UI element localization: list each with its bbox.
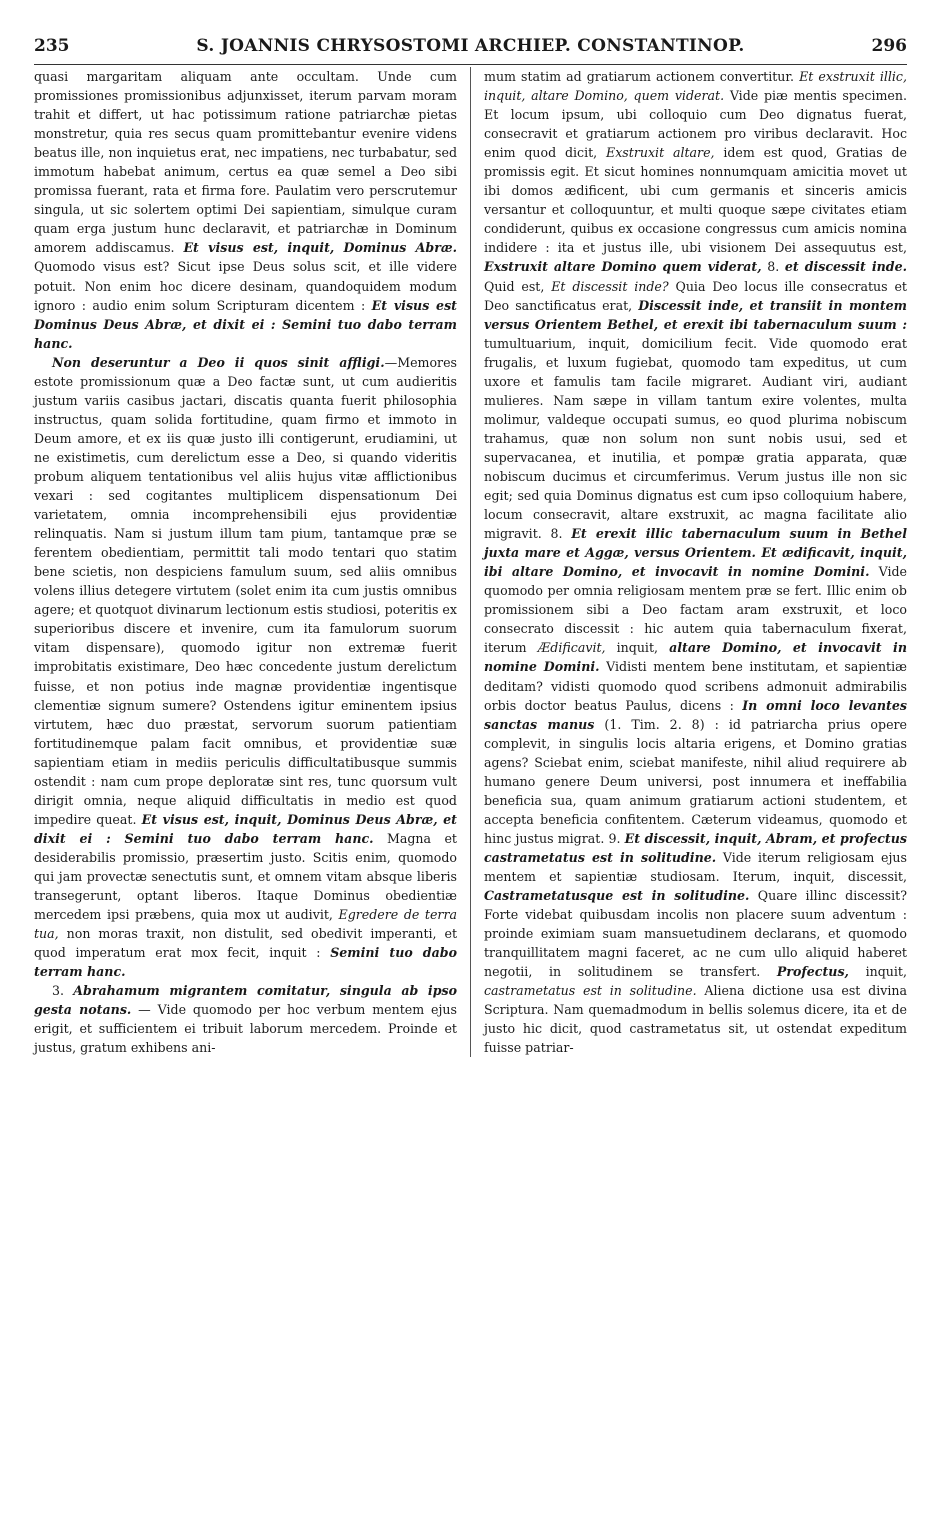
page-number-right: 296	[871, 36, 907, 56]
right-column	[484, 67, 907, 1057]
paragraph-text: Aliena dictione usa est divina Scriptura. Nam quemadmodum in bellis solemus dicere, ita et de justo hic dicit, quod castrametatus sit, ut ostendat expeditum fuisse patriar-	[484, 983, 907, 1056]
paragraph-text: non moras traxit, non distulit, sed obedivit imperanti, et quod imperatum erat mox fecit, inquit :	[34, 926, 457, 961]
left-column	[34, 67, 457, 1057]
scripture-quote: Castrametatusque est in solitudine.	[484, 888, 750, 904]
scripture-quote: Et visus est, inquit, Dominus Deus Abræ, et dixit ei : Semini tuo dabo terram hanc.	[34, 811, 457, 846]
scripture-quote: Et discessit inde?	[551, 278, 669, 294]
scripture-quote: Discessit inde, et transiit in montem versus Orientem Bethel, et erexit ibi tabernaculum suum :	[484, 297, 907, 332]
scripture-quote: Ædificavit,	[537, 640, 606, 656]
scripture-quote: Exstruxit altare,	[606, 145, 715, 161]
scripture-quote: In omni loco levantes sanctas manus	[484, 697, 907, 732]
scripture-quote: Et visus est, inquit, Dominus Abræ.	[183, 240, 457, 256]
section-number: 3.	[52, 983, 65, 999]
paragraph-text: tumultuarium, inquit, domicilium fecit. Vide quomodo erat frugalis, et luxum fugiebat, quomodo tam expeditus, ut cum uxore et famulis tam facile migraret. Audiant viri, audiant mulieres. Nam sæpe in villam tantum exire volentes, multa molimur, valdeque occupati sumus, eo quod plurima nobiscum trahamus, quæ non solum non sunt nobis usui, sed et supervacanea, et inutilia, et pompæ gratia apparata, quæ nobiscum ducimus et circumferimus. Verum justus ille non sic egit; sed quia Dominus dignatus est cum ipso colloquium habere, locum consecravit, altare exstruxit, ac magna facilitate alio migravit. 8.	[484, 335, 907, 542]
scripture-quote: altare Domino, et invocavit in nomine Domini.	[484, 640, 907, 675]
running-header	[34, 30, 907, 65]
two-column-body	[34, 67, 907, 1057]
paragraph-text: Quare illinc discessit? Forte videbat quibusdam incolis non placere suum adventum : proinde eximiam suam mansuetudinem declarans, et quomodo tranquillitatem magni faceret, ac ne cum ullo aliquid haberet negotii, in solitudinem se transfert.	[484, 888, 907, 980]
running-title: S. JOANNIS CHRYSOSTOMI ARCHIEP. CONSTANTINOP.	[196, 36, 745, 56]
paragraph-text: idem est quod, Gratias de promissis egit. Et sicut homines nonnumquam amicitia movet ut ibi domos ædificent, ubi cum germanis et sinceris amicis versantur et colloquuntur, et multi quoque sæpe civitates etiam condiderunt, quibus ex occasione congressus cum amicis nomina indidere : ita et justus ille, ubi visionem Dei assequutus est,	[484, 145, 907, 256]
section-heading: Non deseruntur a Deo ii quos sinit affligi.	[52, 354, 385, 370]
paragraph	[484, 67, 907, 1057]
scripture-quote: Profectus,	[776, 964, 849, 980]
paragraph	[34, 67, 457, 353]
verse-number: 8.	[767, 259, 780, 275]
paragraph-text: Vidisti mentem bene institutam, et sapientiæ deditam? vidisti quomodo quod scribens admonuit admirabilis orbis doctor beatus Paulus, dicens :	[484, 659, 907, 713]
paragraph-text: inquit,	[616, 640, 659, 656]
paragraph-text: Vide iterum religiosam ejus mentem et sapientiæ studiosam. Iterum, inquit, discessit,	[484, 849, 907, 884]
scripture-quote: Exstruxit altare Domino quem viderat,	[484, 259, 762, 275]
paragraph-text: — Vide quomodo per hoc verbum mentem ejus erigit, et sufficientem ei tribuit laborum mercedem. Proinde et justus, gratum exhibens ani-	[34, 1002, 457, 1056]
paragraph-text: Quid est,	[484, 278, 545, 294]
paragraph-text: inquit,	[865, 964, 907, 980]
page-number-left: 235	[34, 36, 70, 56]
paragraph-text: (1. Tim. 2. 8) : id patriarcha prius opere complevit, in singulis locis altaria erigens, et Domino gratias agens? Sciebat enim, sciebat manifeste, nihil aliud requirere ab humano genere Deum universi, post innumera et ineffabilia beneficia sua, quam animum gratiarum actioni studentem, et accepta beneficia confitentem. Cæterum videamus, quomodo et hinc justus migrat. 9.	[484, 716, 907, 846]
scripture-quote: Et discessit, inquit, Abram, et profectus castrametatus est in solitudine.	[484, 830, 907, 865]
paragraph-text: Quomodo visus est? Sicut ipse Deus solus scit, et ille videre potuit. Non enim hoc dicere desinam, quandoquidem modum ignoro : audio enim solum Scripturam dicentem :	[34, 259, 457, 313]
scripture-quote: Egredere de terra tua,	[34, 907, 457, 942]
scripture-quote: castrametatus est in solitudine.	[484, 983, 697, 999]
scripture-quote: Et exstruxit illic, inquit, altare Domino, quem viderat.	[484, 69, 907, 104]
scripture-quote: Semini tuo dabo terram hanc.	[34, 945, 457, 980]
paragraph-text: —Memores estote promissionum quæ a Deo factæ sunt, ut cum audieritis justum variis casibus jactari, discatis quanta fuerit philosophia instructus, quam solida fortitudine, quam firmo et immoto in Deum amore, et ex iis quæ justo illi contigerunt, erudiamini, ut ne existimetis, cum derelictum esse a Deo, si quando videritis probum aliquem tentationibus vel aliis hujus vitæ afflictionibus vexari : sed cogitantes multiplicem dispensationum Dei varietatem, omnia incomprehensibili ejus providentiæ relinquatis. Nam si justum illum tam pium, tantamque præ se ferentem obedientiam, permittit tali modo tentari quo statim bene scietis, non despiciens famulum suum, sed aliis omnibus volens illius detegere virtutem (solet enim ita cum justis omnibus agere; et quotquot divinarum lectionum estis studiosi, poteritis ex superioribus discere et invenire, cum ita famulorum suorum vitam dispensare), quomodo igitur non extremæ fuerit improbitatis existimare, Deo hæc concedente justum derelictum fuisse, et non potius inde magnæ providentiæ ingentisque clementiæ signum sumere? Ostendens igitur eminentem ipsius virtutem, hæc duo præstat, servorum suorum patientiam fortitudinemque palam facit omnibus, et providentiæ suæ sapientiam etiam in mediis periculis difficultatibusque summis ostendit : nam cum prope deploratæ sint res, tunc quorsum vult dirigit omnia, neque aliquid difficultatis in medio est quod impedire queat.	[34, 354, 457, 827]
paragraph-text: quasi margaritam aliquam ante occultam. Unde cum promissiones promissionibus adjunxisset, iterum parvam moram trahit et differt, ut hac potissimum ratione patriarchæ pietas monstretur, quia res secus quam promittebantur evenire videns beatus ille, non inquietus erat, nec impatiens, nec turbabatur, sed immotum habebat animum, certus ea quæ semel a Deo sibi promissa fuerant, rata et firma fore. Paulatim vero perscrutemur singula, ut sic solertem optimi Dei sapientiam, simulque curam quam erga justum hunc declaravit, et patriarchæ in Dominum amorem addiscamus.	[34, 69, 457, 256]
section-heading: Abrahamum migrantem comitatur, singula ab ipso gesta notans.	[34, 983, 458, 1018]
paragraph-text: mum statim ad gratiarum actionem convertitur.	[484, 69, 795, 84]
paragraph-text: Magna et desiderabilis promissio, præsertim justo. Scitis enim, quomodo qui jam provectæ senectutis sunt, et omnem vitam absque liberis transegerunt, optant liberos. Itaque Dominus obedientiæ mercedem ipsi præbens, quia mox ut audivit,	[34, 830, 457, 923]
column-divider	[470, 67, 471, 1057]
paragraph-text: Vide quomodo per omnia religiosam mentem præ se fert. Illic enim ob promissionem sibi a Deo factam aram exstruxit, et loco consecrato discessit : hic autem quia tabernaculum fixerat, iterum	[484, 564, 907, 656]
paragraph	[34, 353, 457, 982]
paragraph-text: Quia Deo locus ille consecratus et Deo sanctificatus erat,	[484, 278, 907, 313]
scripture-quote: Et erexit illic tabernaculum suum in Bethel juxta mare et Aggæ, versus Orientem. Et ædificavit, inquit, ibi altare Domino, et invocavit in nomine Domini.	[484, 526, 907, 580]
paragraph-text: Vide piæ mentis specimen. Et locum ipsum, ubi colloquio cum Deo dignatus fuerat, consecravit et gratiarum actionem pro viribus declaravit. Hoc enim quod dicit,	[484, 88, 907, 161]
paragraph	[34, 981, 457, 1057]
scripture-quote: Et visus est Dominus Deus Abræ, et dixit ei : Semini tuo dabo terram hanc.	[34, 297, 457, 351]
scripture-quote: et discessit inde.	[784, 259, 907, 275]
